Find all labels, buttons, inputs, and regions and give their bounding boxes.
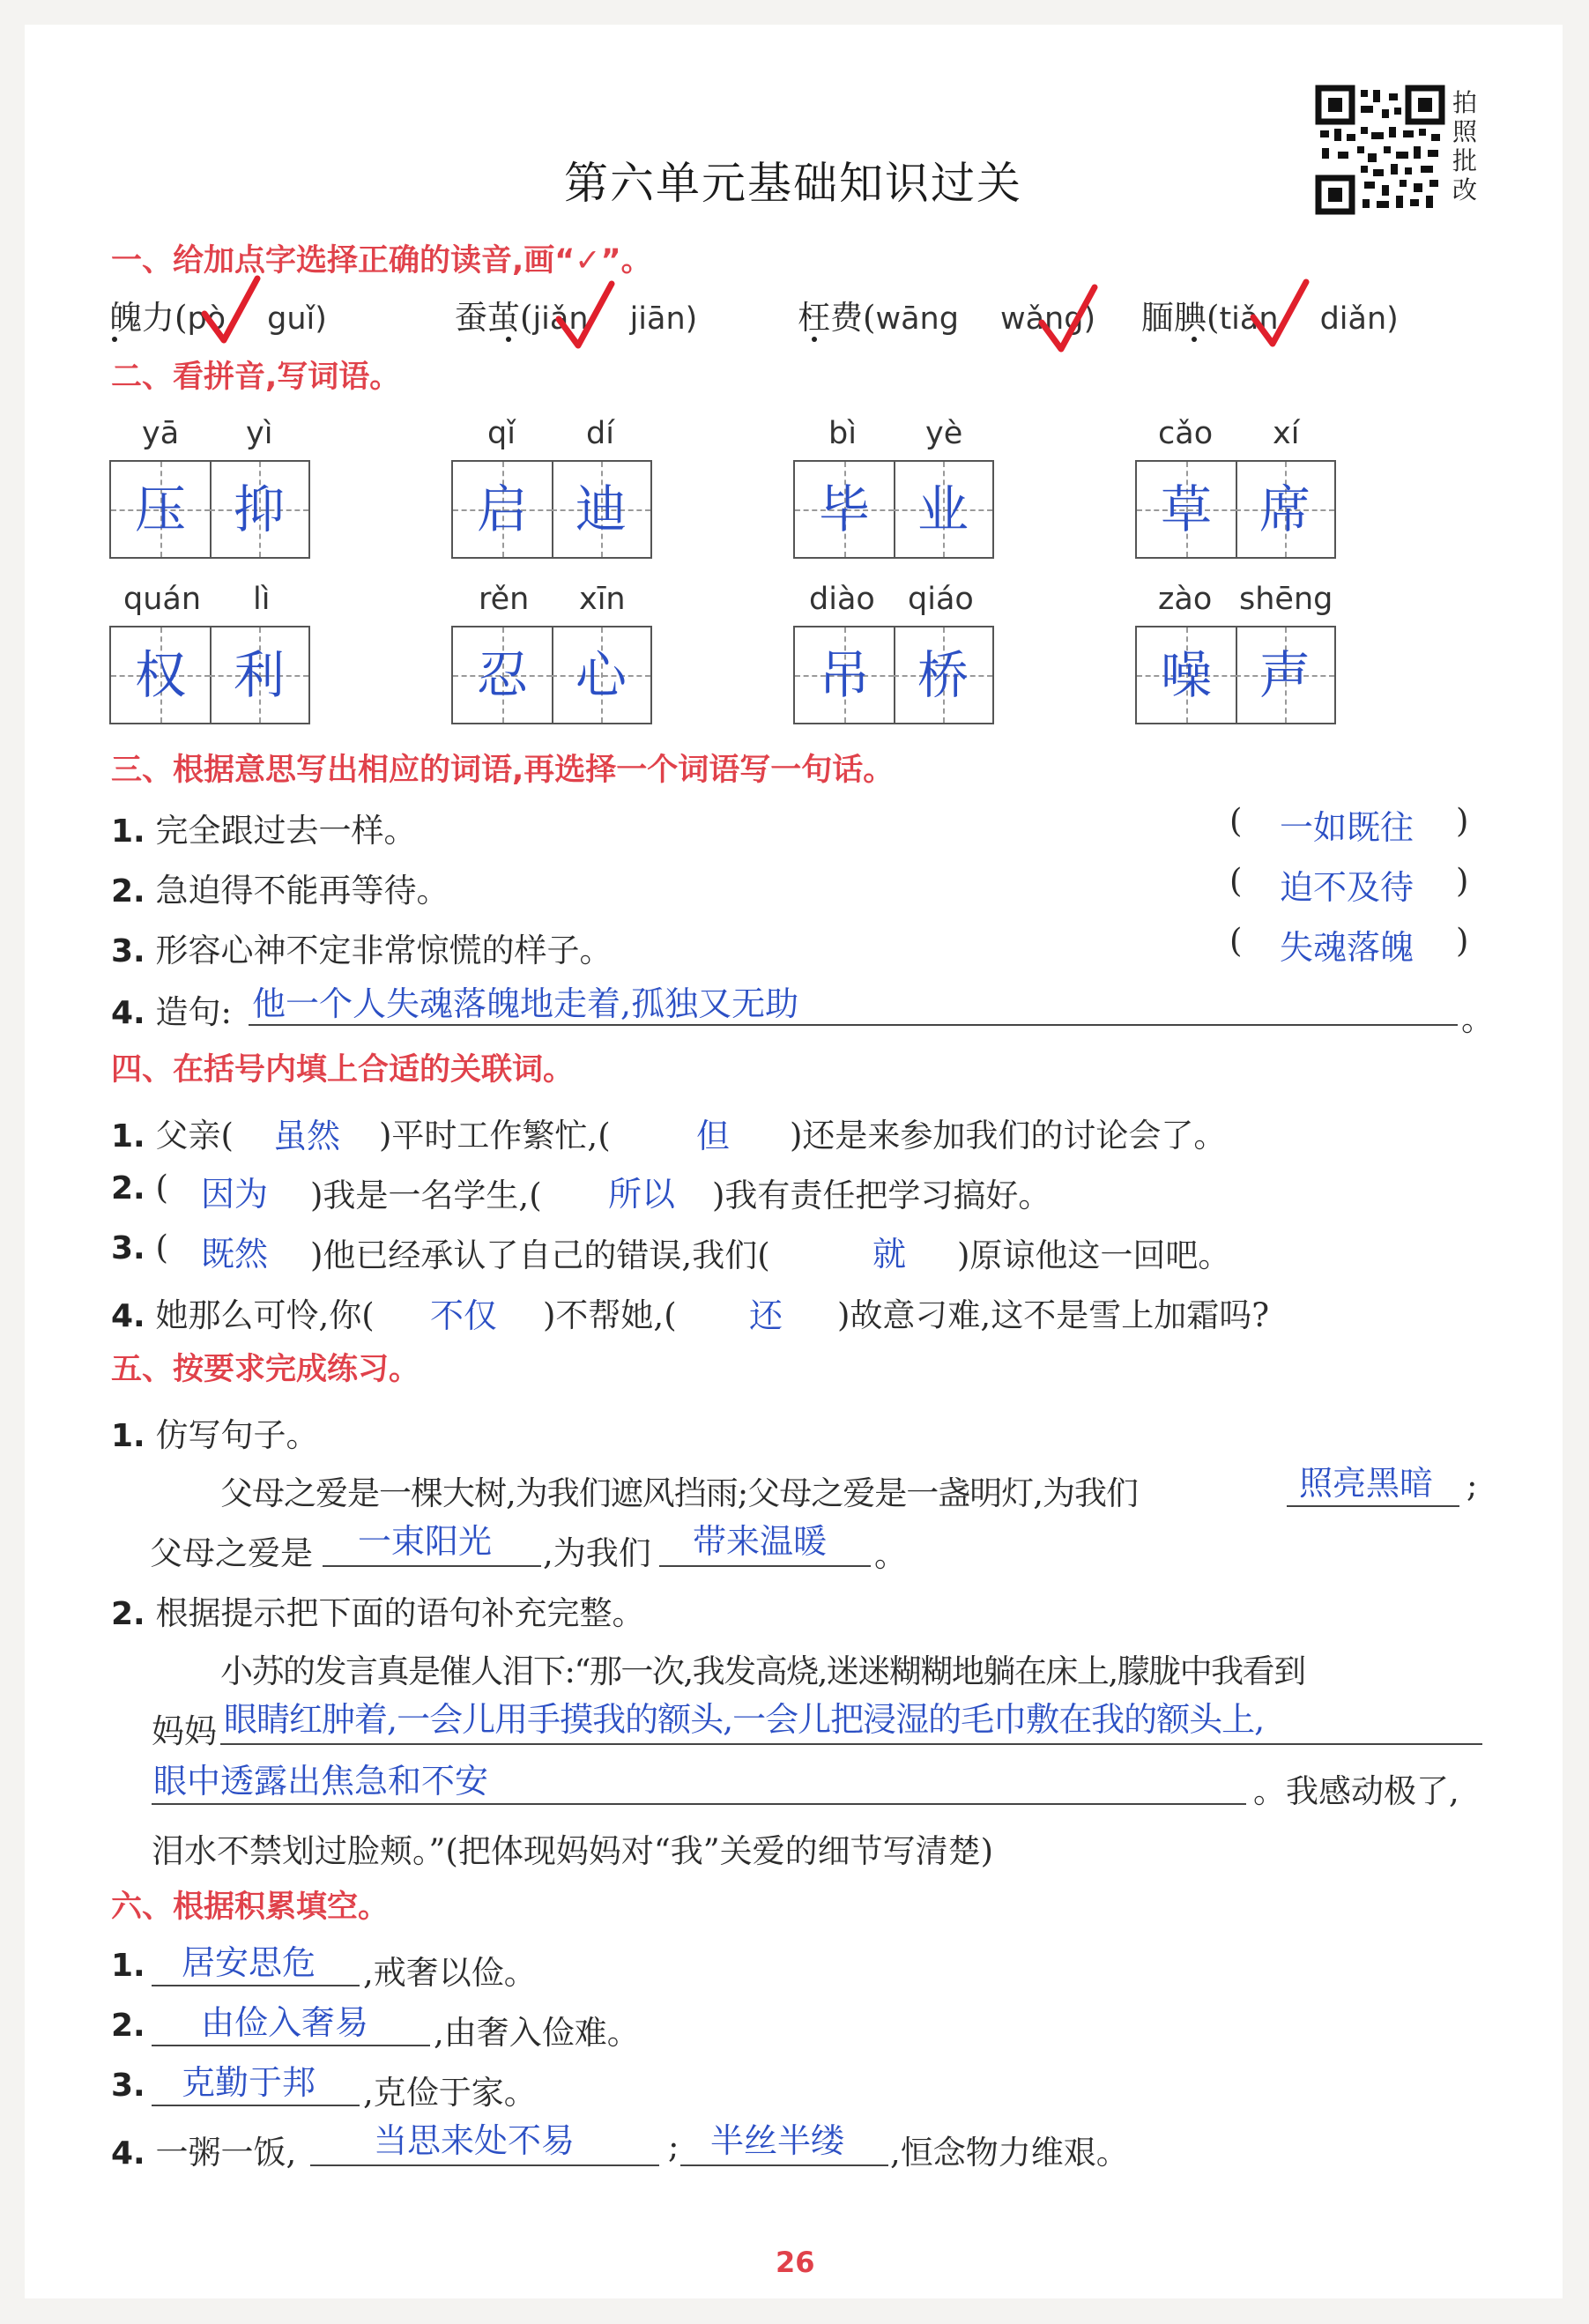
imitation-label: 1. 仿写句子。 [111, 1416, 319, 1454]
check-mark-icon [1250, 278, 1311, 349]
connective-answer: 就 [872, 1235, 907, 1273]
completion-answer-1: 眼睛红肿着,一会儿用手摸我的额头,一会儿把浸湿的毛巾敷在我的额头上, [224, 1700, 1265, 1739]
connective-text: )不帮她,( [543, 1296, 677, 1334]
imitation-end: 。 [874, 1536, 907, 1574]
connective-answer: 因为 [201, 1175, 269, 1214]
pinyin: bì [828, 416, 857, 451]
check-mark-icon [555, 280, 617, 351]
page-number: 26 [776, 2246, 815, 2279]
section-4-heading: 四、在括号内填上合适的关联词。 [111, 1052, 575, 1088]
pron-item-2: 蚕茧(jiǎn jiān) [455, 299, 698, 337]
imitation-line-2: 父母之爱是 [150, 1534, 313, 1572]
answer-line [152, 2045, 430, 2046]
connective-item-2: 2. ( [111, 1169, 168, 1207]
fill-text: ,戒奢以俭。 [363, 1954, 537, 1992]
pinyin: qǐ [487, 416, 516, 451]
imitation-answer-3: 带来温暖 [693, 1522, 828, 1561]
pinyin: yì [246, 416, 273, 451]
character-box: 草 席 [1135, 460, 1336, 559]
answer-line [152, 1803, 1246, 1805]
section-6-heading: 六、根据积累填空。 [111, 1890, 390, 1925]
answer-line [1287, 1505, 1459, 1507]
completion-prefix: 妈妈 [152, 1712, 217, 1750]
pinyin: quán [123, 582, 202, 617]
answer-line [220, 1743, 1482, 1745]
pinyin: yè [925, 416, 963, 451]
pinyin: xīn [579, 582, 626, 617]
connective-item-4: 4. 她那么可怜,你( [111, 1296, 375, 1334]
imitation-line-1: 父母之爱是一棵大树,为我们遮风挡雨;父母之爱是一盏明灯,为我们 [220, 1474, 1138, 1512]
imitation-answer-2: 一束阳光 [358, 1522, 493, 1561]
fill-item-4: 4. 一粥一饭, [111, 2134, 297, 2172]
pinyin: cǎo [1158, 416, 1214, 451]
connective-answer: 所以 [608, 1175, 676, 1214]
section-3-heading: 三、根据意思写出相应的词语,再选择一个词语写一句话。 [111, 753, 895, 788]
answer-line [152, 2105, 360, 2106]
completion-line-1: 小苏的发言真是催人泪下:“那一次,我发高烧,迷迷糊糊地躺在床上,朦胧中我看到 [220, 1652, 1305, 1690]
emphasis-dot [1192, 337, 1197, 342]
meaning-item-2: 2. 急迫得不能再等待。 [111, 872, 449, 910]
completion-after: 。我感动极了, [1253, 1772, 1459, 1810]
imitation-answer-1: 照亮黑暗 [1299, 1464, 1434, 1503]
character-box: 吊 桥 [793, 626, 994, 724]
character-box: 忍 心 [451, 626, 652, 724]
page-title: 第六单元基础知识过关 [564, 158, 1022, 209]
fill-item-num: 3. [111, 2068, 145, 2104]
connective-item-3: 3. ( [111, 1229, 168, 1266]
section-1-heading: 一、给加点字选择正确的读音,画“✓”。 [111, 243, 652, 278]
answer-paren-open: ( [1229, 862, 1243, 900]
completion-label: 2. 根据提示把下面的语句补充完整。 [111, 1594, 645, 1632]
answer-line [659, 1565, 871, 1567]
sentence-answer: 他一个人失魂落魄地走着,孤独又无助 [252, 984, 799, 1023]
pinyin: dí [586, 416, 614, 451]
connective-answer: 但 [696, 1117, 731, 1155]
pron-item-4: 腼腆(tiǎn diǎn) [1141, 299, 1399, 337]
pinyin: diào [809, 582, 875, 617]
emphasis-dot [112, 337, 117, 342]
answer-idiom: 失魂落魄 [1280, 928, 1415, 967]
character-box: 权 利 [109, 626, 310, 724]
fill-answer: 克勤于邦 [182, 2063, 316, 2102]
fill-item-num: 2. [111, 2008, 145, 2044]
answer-paren-close: ) [1456, 862, 1469, 900]
connective-answer: 不仅 [430, 1296, 498, 1335]
character-box: 压 抑 [109, 460, 310, 559]
fill-answer: 半丝半缕 [710, 2121, 845, 2160]
emphasis-dot [812, 337, 817, 342]
connective-answer: 还 [749, 1296, 783, 1335]
connective-text: )他已经承认了自己的错误,我们( [310, 1236, 770, 1274]
answer-paren-close: ) [1456, 922, 1469, 960]
character-box: 启 迪 [451, 460, 652, 559]
answer-paren-close: ) [1456, 802, 1469, 840]
connective-text: )我有责任把学习搞好。 [712, 1177, 1051, 1214]
fill-item-num: 1. [111, 1948, 145, 1984]
fill-text: ,恒念物力维艰。 [890, 2134, 1129, 2172]
answer-line [323, 1565, 541, 1567]
section-5-heading: 五、按要求完成练习。 [111, 1352, 420, 1387]
qr-code [1315, 85, 1445, 215]
answer-line [152, 1985, 360, 1986]
connective-answer: 虽然 [273, 1117, 341, 1155]
meaning-item-1: 1. 完全跟过去一样。 [111, 812, 417, 850]
pinyin: shēng [1239, 582, 1333, 617]
pron-item-3: 枉费(wāng wǎng) [798, 299, 1096, 337]
check-mark-icon [1038, 284, 1100, 354]
qr-label: 拍照批改 [1452, 88, 1478, 204]
pron-item-1: 魄力(pò guǐ) [109, 299, 327, 337]
answer-idiom: 一如既往 [1280, 808, 1415, 847]
answer-paren-open: ( [1229, 922, 1243, 960]
fill-answer: 由俭入奢易 [201, 2003, 369, 2042]
pinyin: xí [1273, 416, 1300, 451]
connective-text: )平时工作繁忙,( [379, 1117, 611, 1155]
sentence-label: 4. 造句: [111, 993, 232, 1031]
fill-answer: 居安思危 [182, 1943, 316, 1982]
connective-answer: 既然 [201, 1235, 269, 1273]
check-mark-icon [201, 275, 263, 345]
answer-line [310, 2164, 659, 2166]
answer-paren-open: ( [1229, 802, 1243, 840]
semicolon: ; [1466, 1466, 1478, 1504]
pinyin: qiáo [908, 582, 974, 617]
fill-text: ,克俭于家。 [363, 2074, 537, 2112]
imitation-text: ,为我们 [543, 1534, 651, 1572]
fill-text: ; [668, 2127, 679, 2165]
pinyin: rěn [479, 582, 530, 617]
pinyin: zào [1158, 582, 1213, 617]
connective-text: )原谅他这一回吧。 [957, 1236, 1231, 1274]
pinyin: yā [142, 416, 180, 451]
answer-idiom: 迫不及待 [1280, 868, 1415, 907]
pinyin: lì [253, 582, 271, 617]
emphasis-dot [506, 337, 511, 342]
completion-line-4: 泪水不禁划过脸颊。”(把体现妈妈对“我”关爱的细节写清楚) [152, 1832, 994, 1870]
connective-text: )故意刁难,这不是雪上加霜吗? [837, 1296, 1270, 1334]
character-box: 噪 声 [1135, 626, 1336, 724]
connective-item-1: 1. 父亲( [111, 1117, 234, 1155]
answer-line [680, 2164, 888, 2166]
connective-text: )我是一名学生,( [310, 1177, 542, 1214]
fill-text: ,由奢入俭难。 [434, 2014, 640, 2052]
meaning-item-3: 3. 形容心神不定非常惊慌的样子。 [111, 932, 613, 969]
connective-text: )还是来参加我们的讨论会了。 [790, 1117, 1227, 1155]
character-box: 毕 业 [793, 460, 994, 559]
sentence-end: 。 [1461, 1000, 1494, 1038]
fill-answer: 当思来处不易 [374, 2121, 575, 2160]
section-2-heading: 二、看拼音,写词语。 [111, 360, 401, 395]
completion-answer-2: 眼中透露出焦急和不安 [153, 1762, 489, 1801]
